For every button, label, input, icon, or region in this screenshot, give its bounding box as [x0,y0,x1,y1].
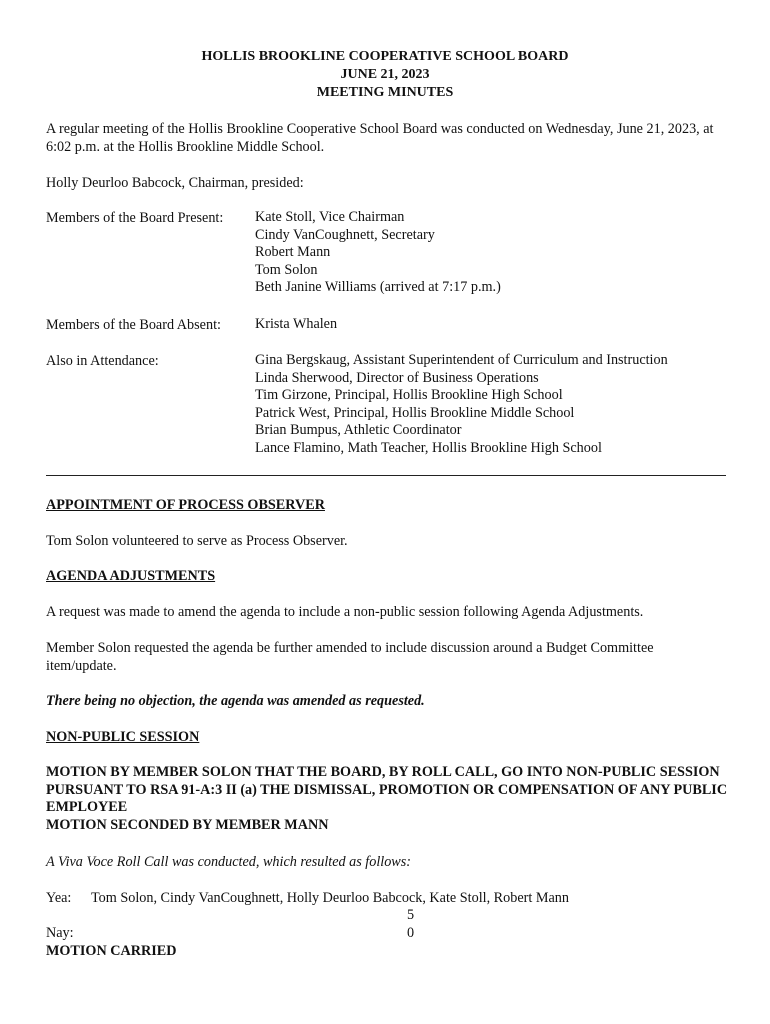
yea-count: 5 [407,907,415,923]
present-member: Cindy VanCoughnett, Secretary [255,226,435,243]
present-member: Robert Mann [255,244,331,261]
attendee: Linda Sherwood, Director of Business Operations [255,369,539,386]
present-member: Beth Janine Williams (arrived at 7:17 p.m.) [255,279,501,296]
observer-text: Tom Solon volunteered to serve as Process Observer. [46,533,348,549]
nay-label: Nay: [46,925,74,941]
attendance-list [255,352,668,458]
attendee: Gina Bergskaug, Assistant Superintendent of Curriculum and Instruction [255,352,668,368]
board-title: HOLLIS BROOKLINE COOPERATIVE SCHOOL BOARD [201,49,569,64]
present-member: Tom Solon [255,261,318,278]
attendee: Lance Flamino, Math Teacher, Hollis Brookline High School [255,439,602,456]
yea-label: Yea: [46,890,72,906]
present-list [255,209,501,297]
attendee: Tim Girzone, Principal, Hollis Brookline High School [255,387,563,404]
present-label: Members of the Board Present: [46,210,224,226]
agenda-heading: AGENDA ADJUSTMENTS [46,568,216,584]
agenda-result: There being no objection, the agenda was amended as requested. [46,693,425,709]
attendance-label: Also in Attendance: [46,353,159,369]
motion-carried: MOTION CARRIED [46,943,177,959]
nay-count: 0 [407,925,415,941]
absent-list [255,316,337,334]
yea-names: Tom Solon, Cindy VanCoughnett, Holly Deurloo Babcock, Kate Stoll, Robert Mann [91,890,569,906]
agenda-text-2: Member Solon requested the agenda be further amended to include discussion around a Budget Committee item/update. [46,640,654,674]
absent-label: Members of the Board Absent: [46,317,221,333]
agenda-text-1: A request was made to amend the agenda to include a non-public session following Agenda Adjustments. [46,604,644,620]
presided-line: Holly Deurloo Babcock, Chairman, presided: [46,175,304,191]
rollcall-intro: A Viva Voce Roll Call was conducted, which resulted as follows: [46,854,412,870]
meeting-date: JUNE 21, 2023 [340,67,430,82]
present-member: Kate Stoll, Vice Chairman [255,209,405,225]
observer-heading: APPOINTMENT OF PROCESS OBSERVER [46,497,325,513]
motion-seconded: MOTION SECONDED BY MEMBER MANN [46,817,329,833]
section-divider [46,475,726,476]
nonpublic-heading: NON-PUBLIC SESSION [46,729,200,745]
attendee: Patrick West, Principal, Hollis Brookline Middle School [255,404,575,421]
document-title: MEETING MINUTES [316,85,454,100]
attendee: Brian Bumpus, Athletic Coordinator [255,422,462,439]
intro-paragraph: A regular meeting of the Hollis Brookline Cooperative School Board was conducted on Wednesday, June 21, 2023, at 6:02 p.m. at the Hollis Brookline Middle School. [46,121,714,155]
absent-member: Krista Whalen [255,316,338,332]
motion-text: MOTION BY MEMBER SOLON THAT THE BOARD, BY ROLL CALL, GO INTO NON-PUBLIC SESSION PURSUANT TO RSA 91-A:3 II (a) THE DISMISSAL, PROMOTION OR COMPENSATION OF ANY PUBLIC EMPLOYEE [46,764,728,815]
